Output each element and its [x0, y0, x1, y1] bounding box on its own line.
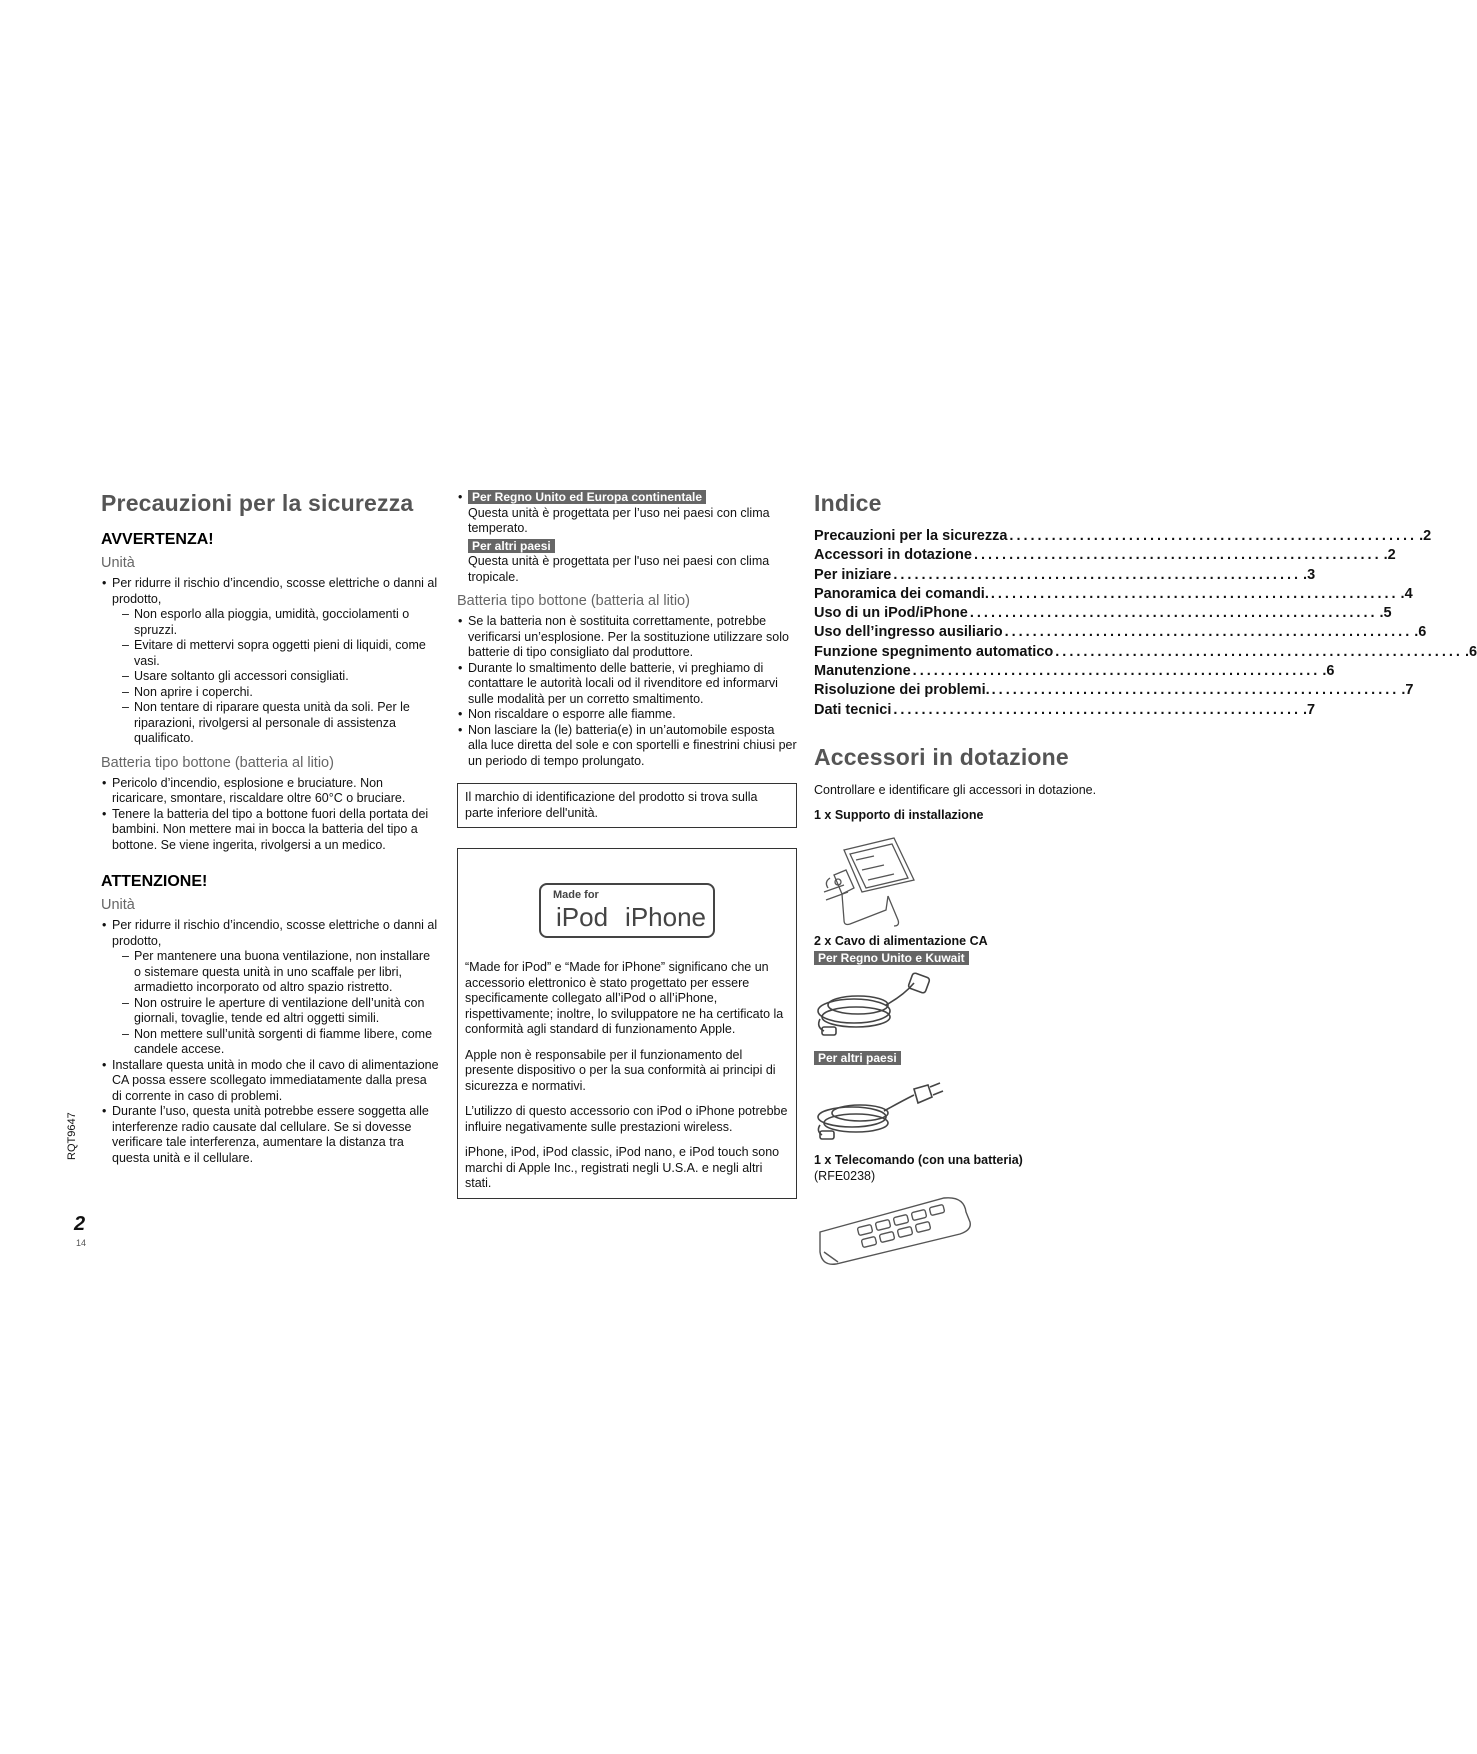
column-safety: [101, 490, 439, 1166]
accessory-remote-label: 1 x Telecomando (con una batteria): [814, 1153, 1023, 1168]
list-item: • Non lasciare la (le) batteria(e) in un’automobile esposta alla luce diretta del sole e con sportelli e finestrini chiusi per un periodo di tempo prolungato.: [457, 723, 797, 770]
climate-uk-text: Questa unità è progettata per l’uso nei paesi con clima temperato.: [468, 505, 770, 535]
power-cable-eu-image: [814, 1073, 944, 1143]
index-list: [814, 527, 1477, 720]
column-middle: [457, 490, 797, 1199]
toc-dots: ..........................................................: [912, 663, 1321, 680]
logo-iphone: iPhone: [625, 902, 707, 932]
apple-paragraph-3: L’utilizzo di questo accessorio con iPod o iPhone potrebbe influire negativamente sulle prestazioni wireless.: [465, 1104, 788, 1134]
toc-item-title: Uso di un iPod/iPhone: [814, 605, 968, 622]
list-item: [457, 490, 797, 585]
toc-dots: ..........................................................: [969, 605, 1378, 622]
logo-devices: [553, 901, 707, 933]
cable-uk-badge: Per Regno Unito e Kuwait: [814, 951, 969, 965]
toc-dots: ..........................................................: [990, 585, 1399, 602]
toc-item-title: Uso dell’ingresso ausiliario: [814, 624, 1003, 641]
caution-unit-heading: Unità: [101, 897, 135, 913]
climate-uk-badge: Per Regno Unito ed Europa continentale: [468, 490, 706, 504]
made-for-logo: [539, 883, 715, 938]
toc-item-title: Funzione spegnimento automatico: [814, 643, 1054, 660]
toc-item[interactable]: [814, 662, 1335, 681]
toc-item-title: Dati tecnici: [814, 701, 892, 718]
list-item: [101, 918, 439, 1058]
toc-item-title: Per iniziare: [814, 566, 892, 583]
toc-item-page: .6: [1322, 663, 1335, 680]
id-note-box: [457, 783, 797, 828]
list-item: – Usare soltanto gli accessori consigliati.: [112, 669, 439, 685]
page-number: 2: [74, 1213, 86, 1235]
toc-item-page: .2: [1419, 528, 1432, 544]
toc-item-page: .5: [1379, 605, 1392, 622]
caution-heading: ATTENZIONE!: [101, 873, 208, 890]
toc-item[interactable]: [814, 585, 1413, 604]
toc-item[interactable]: [814, 604, 1392, 623]
accessory-cable-label: 2 x Cavo di alimentazione CA: [814, 933, 988, 948]
toc-item-page: .6: [1414, 624, 1427, 641]
toc-dots: ..........................................................: [991, 682, 1400, 699]
toc-item[interactable]: [814, 701, 1316, 720]
climate-other-text: Questa unità è progettata per l'uso nei paesi con clima tropicale.: [468, 554, 770, 584]
warning-unit-heading: Unità: [101, 555, 135, 571]
toc-item-page: .4: [1400, 585, 1413, 602]
list-item: • Tenere la batteria del tipo a bottone fuori della portata dei bambini. Non mettere mai in bocca la batteria del tipo a bottone. Se viene ingerita, rivolgersi a un medico.: [101, 807, 439, 854]
cable-other-badge: Per altri paesi: [814, 1051, 901, 1065]
caution-dash-list: [112, 949, 439, 1058]
toc-item-page: .2: [1383, 547, 1396, 564]
toc-item-page: .6: [1464, 643, 1477, 660]
install-support-image: [814, 830, 924, 930]
toc-dots: ..........................................................: [973, 547, 1382, 564]
toc-item[interactable]: [814, 566, 1316, 585]
apple-paragraph-4: iPhone, iPod, iPod classic, iPod nano, e iPod touch sono marchi di Apple Inc., registrati negli U.S.A. e negli altri stati.: [465, 1145, 780, 1190]
toc-item[interactable]: [814, 546, 1396, 565]
battery2-list: [457, 614, 797, 769]
toc-dots: ..........................................................: [893, 701, 1302, 718]
column-index: [814, 490, 1477, 1272]
list-item: – Per mantenere una buona ventilazione, non installare o sistemare questa unità in uno scaffale per libri, armadietto incorporato od altro spazio ristretto.: [112, 949, 439, 996]
logo-ipod: iPod: [556, 902, 609, 932]
list-item: – Non tentare di riparare questa unità da soli. Per le riparazioni, rivolgersi al personale di assistenza qualificato.: [112, 700, 439, 747]
apple-paragraph-1: “Made for iPod” e “Made for iPhone” significano che un accessorio elettronico è stato progettato per essere specificamente collegato all’iPod o all’iPhone, rispettivamente; inoltre, lo sviluppatore ne ha certificato la conformità agli standard di funzionamento Apple.: [465, 960, 784, 1036]
toc-item-title: Accessori in dotazione: [814, 547, 972, 564]
list-item: – Non mettere sull’unità sorgenti di fiamme libere, come candele accese.: [112, 1027, 439, 1058]
climate-other-badge: Per altri paesi: [468, 539, 555, 553]
list-item: – Non aprire i coperchi.: [112, 685, 439, 701]
index-title: Indice: [814, 490, 882, 516]
toc-item-page: .7: [1401, 682, 1414, 699]
list-item: [101, 576, 439, 747]
battery2-heading: Batteria tipo bottone (batteria al litio): [457, 593, 690, 609]
toc-item-title: Panoramica dei comandi.: [814, 585, 989, 602]
list-item: – Non esporlo alla pioggia, umidità, gocciolamenti o spruzzi.: [112, 607, 439, 638]
accessory-support-label: 1 x Supporto di installazione: [814, 808, 984, 823]
toc-item-title: Manutenzione: [814, 663, 911, 680]
list-item: • Non riscaldare o esporre alle fiamme.: [457, 707, 797, 723]
toc-item[interactable]: [814, 681, 1414, 700]
list-item-text: Per ridurre il rischio d’incendio, scosse elettriche o danni al prodotto,: [112, 576, 438, 606]
made-for-logo-wrap: [465, 883, 789, 938]
document-code: RQT9647: [66, 1112, 78, 1160]
list-item: • Durante lo smaltimento delle batterie, vi preghiamo di contattare le autorità locali od il rivenditore ed informarvi sulle modalità per un corretto smaltimento.: [457, 661, 797, 708]
power-cable-uk-image: [814, 973, 934, 1043]
warning-dash-list: [112, 607, 439, 747]
battery-heading: Batteria tipo bottone (batteria al litio): [101, 754, 334, 771]
toc-item[interactable]: [814, 623, 1427, 642]
list-item: • Installare questa unità in modo che il cavo di alimentazione CA possa essere scollegato immediatamente dalla presa di corrente in caso di problemi.: [101, 1058, 439, 1105]
list-item: • Durante l’uso, questa unità potrebbe essere soggetta alle interferenze radio causate dal cellulare. Se si dovesse verificare tale interferenza, aumentare la distanza tra questa unità e il cellulare.: [101, 1104, 439, 1166]
apple-paragraph-2: Apple non è responsabile per il funzionamento del presente dispositivo o per la sua conformità ai principi di sicurezza e normativi.: [465, 1047, 776, 1093]
toc-item[interactable]: [814, 527, 1432, 546]
toc-item-page: .3: [1303, 566, 1316, 583]
battery-list: [101, 776, 439, 854]
logo-made-for: Made for: [553, 889, 599, 901]
toc-dots: ..........................................................: [1009, 528, 1418, 544]
accessories-title: Accessori in dotazione: [814, 743, 1069, 770]
list-item-text: Per ridurre il rischio d’incendio, scosse elettriche o danni al prodotto,: [112, 918, 438, 948]
accessory-remote-code: (RFE0238): [814, 1168, 876, 1183]
toc-dots: ..........................................................: [893, 566, 1302, 583]
warning-heading: AVVERTENZA!: [101, 531, 214, 548]
caution-list: [101, 918, 439, 1166]
apple-box: [457, 848, 797, 1199]
list-item: – Evitare di mettervi sopra oggetti pieni di liquidi, come vasi.: [112, 638, 439, 669]
safety-title: Precauzioni per la sicurezza: [101, 490, 414, 516]
list-item: • Pericolo d’incendio, esplosione e bruciature. Non ricaricare, smontare, riscaldare oltre 60°C o bruciare.: [101, 776, 439, 807]
list-item: • Se la batteria non è sostituita correttamente, potrebbe verificarsi un’esplosione. Per la sostituzione utilizzare solo batterie di tipo consigliato dal produttore.: [457, 614, 797, 661]
climate-list: [457, 490, 797, 585]
id-note-text: Il marchio di identificazione del prodotto si trova sulla parte inferiore dell'unità.: [465, 790, 758, 820]
page-sub-number: 14: [76, 1238, 87, 1248]
toc-item-title: Risoluzione dei problemi.: [814, 682, 990, 699]
remote-control-image: [814, 1192, 974, 1272]
toc-item-page: .7: [1303, 701, 1316, 718]
list-item: – Non ostruire le aperture di ventilazione dell’unità con giornali, tovaglie, tende ed altri oggetti simili.: [112, 996, 439, 1027]
toc-dots: ..........................................................: [1004, 624, 1413, 641]
toc-item-title: Precauzioni per la sicurezza: [814, 528, 1008, 544]
toc-dots: ..........................................................: [1055, 643, 1463, 660]
accessories-intro: Controllare e identificare gli accessori in dotazione.: [814, 782, 1097, 797]
toc-item[interactable]: [814, 643, 1477, 662]
warning-unit-list: [101, 576, 439, 747]
